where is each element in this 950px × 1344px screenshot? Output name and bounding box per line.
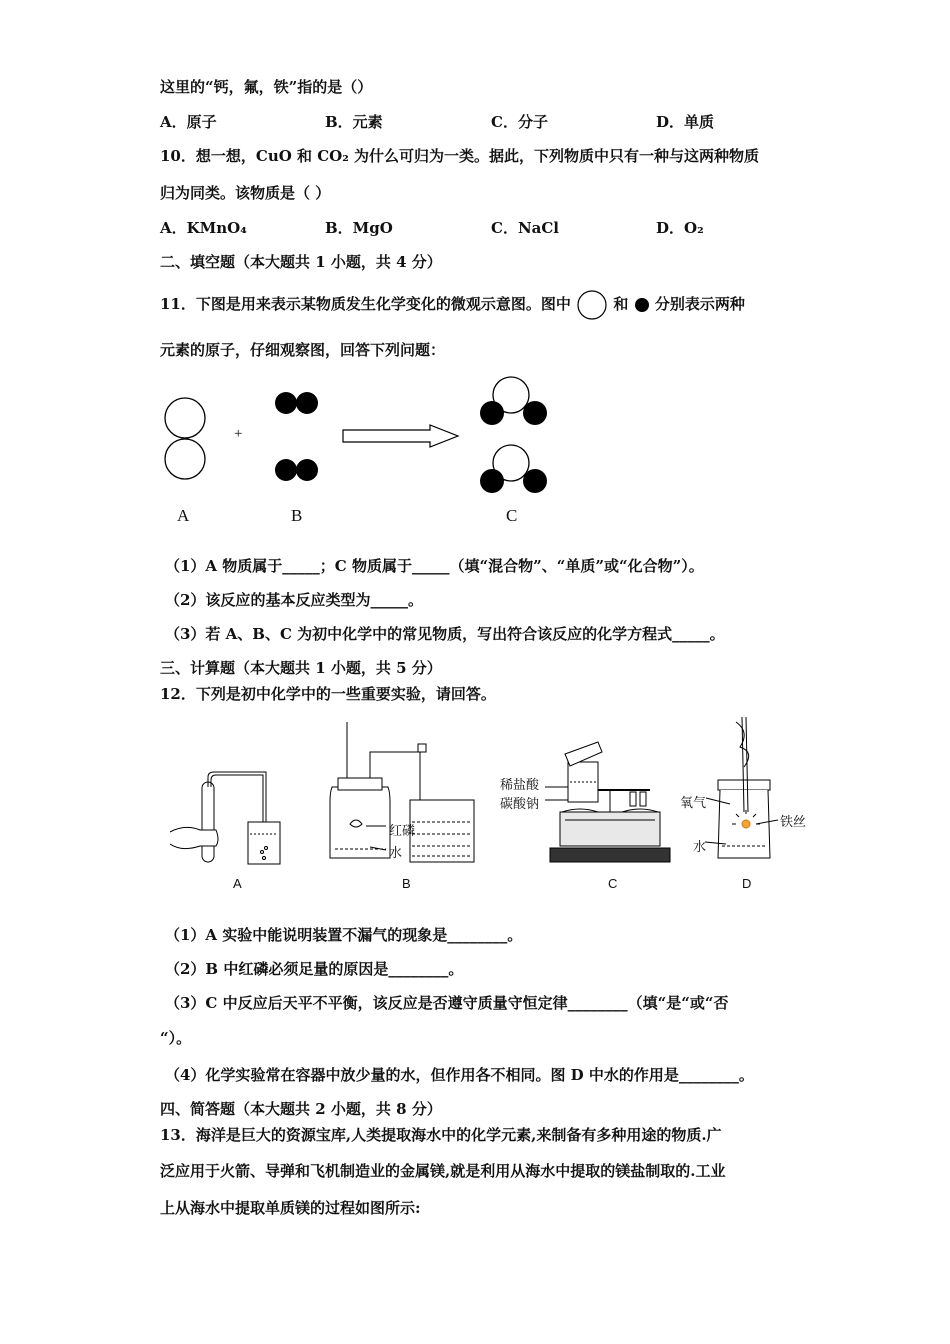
label-b: B [291, 506, 303, 525]
q9-option-a: A．原子 [160, 113, 217, 131]
label-c: C [506, 506, 518, 525]
molecule-c-top [480, 377, 547, 425]
q9-option-b: B．元素 [325, 113, 383, 131]
apparatus-c [545, 742, 670, 862]
white-atom-icon [576, 289, 608, 321]
q9-option-d: D．单质 [656, 113, 715, 131]
apparatus-b [330, 722, 474, 862]
caption-c: C [608, 876, 618, 891]
label-oxygen: 氧气 [680, 796, 707, 811]
molecule-b-bottom [275, 459, 318, 481]
molecule-a [165, 398, 205, 479]
q12-sub3-line1: （3）C 中反应后天平不平衡，该反应是否遵守质量守恒定律________（填“是“或“否 [165, 994, 729, 1012]
q10-option-d: D．O₂ [656, 219, 704, 237]
q11-stem-line2: 元素的原子，仔细观察图，回答下列问题： [160, 341, 446, 359]
q13-line3: 上从海水中提取单质镁的过程如图所示: [160, 1199, 421, 1217]
q11-stem-part1: 11．下图是用来表示某物质发生化学变化的微观示意图。图中 [160, 295, 571, 313]
q10-stem-line2: 归为同类。该物质是（ ） [160, 184, 331, 202]
q10-option-a: A．KMnO₄ [160, 219, 247, 237]
apparatus-a [170, 772, 280, 864]
q10-option-c: C．NaCl [491, 219, 560, 237]
q11-stem-line1 [160, 289, 745, 321]
caption-b: B [402, 876, 411, 891]
q9-stem: 这里的“钙，氟，铁”指的是（） [160, 78, 373, 96]
section-4-title: 四、简答题（本大题共 2 小题，共 8 分） [160, 1100, 442, 1118]
caption-a: A [233, 876, 242, 891]
section-2-title: 二、填空题（本大题共 1 小题，共 4 分） [160, 253, 442, 271]
label-red-phosphorus: 红磷 [389, 824, 416, 839]
q12-sub1: （1）A 实验中能说明装置不漏气的现象是________。 [165, 926, 523, 944]
caption-d: D [742, 876, 752, 891]
q11-sub1: （1）A 物质属于_____；C 物质属于_____（填“混合物”、“单质”或“化合物”）。 [165, 557, 704, 575]
q12-sub3-line2: “）。 [160, 1029, 192, 1047]
label-sodium-carbonate: 碳酸钠 [500, 797, 540, 812]
q11-stem-part2: 和 [613, 295, 629, 313]
q9-option-c: C．分子 [491, 113, 548, 131]
reaction-diagram [150, 370, 570, 510]
molecule-b-top [275, 392, 318, 414]
label-water-b: 水 [389, 846, 403, 861]
q12-sub4: （4）化学实验常在容器中放少量的水，但作用各不相同。图 D 中水的作用是________。 [165, 1066, 754, 1084]
q11-sub2: （2）该反应的基本反应类型为_____。 [165, 591, 423, 609]
molecule-c-bottom [480, 445, 547, 493]
q11-sub3: （3）若 A、B、C 为初中化学中的常见物质，写出符合该反应的化学方程式_____。 [165, 625, 725, 643]
label-a: A [177, 506, 190, 525]
q13-line2: 泛应用于火箭、导弹和飞机制造业的金属镁,就是利用从海水中提取的镁盐制取的.工业 [160, 1162, 726, 1180]
q10-stem-line1: 10．想一想，CuO 和 CO₂ 为什么可归为一类。据此，下列物质中只有一种与这两种物质 [160, 147, 760, 165]
q10-option-b: B．MgO [325, 219, 393, 237]
reaction-arrow [343, 425, 458, 447]
q13-line1: 13．海洋是巨大的资源宝库,人类提取海水中的化学元素,来制备有多种用途的物质.广 [160, 1126, 722, 1144]
black-atom-icon [634, 297, 650, 313]
section-3-title: 三、计算题（本大题共 1 小题，共 5 分） [160, 659, 442, 677]
experiment-figure [170, 712, 820, 872]
apparatus-d [705, 717, 778, 858]
label-iron-wire: 铁丝 [780, 815, 807, 830]
plus-sign: + [234, 426, 243, 442]
label-water-d: 水 [693, 840, 707, 855]
label-dilute-hcl: 稀盐酸 [500, 778, 540, 793]
q11-stem-part3: 分别表示两种 [654, 295, 745, 313]
q12-sub2: （2）B 中红磷必须足量的原因是________。 [165, 960, 464, 978]
q12-stem: 12．下列是初中化学中的一些重要实验，请回答。 [160, 685, 496, 703]
